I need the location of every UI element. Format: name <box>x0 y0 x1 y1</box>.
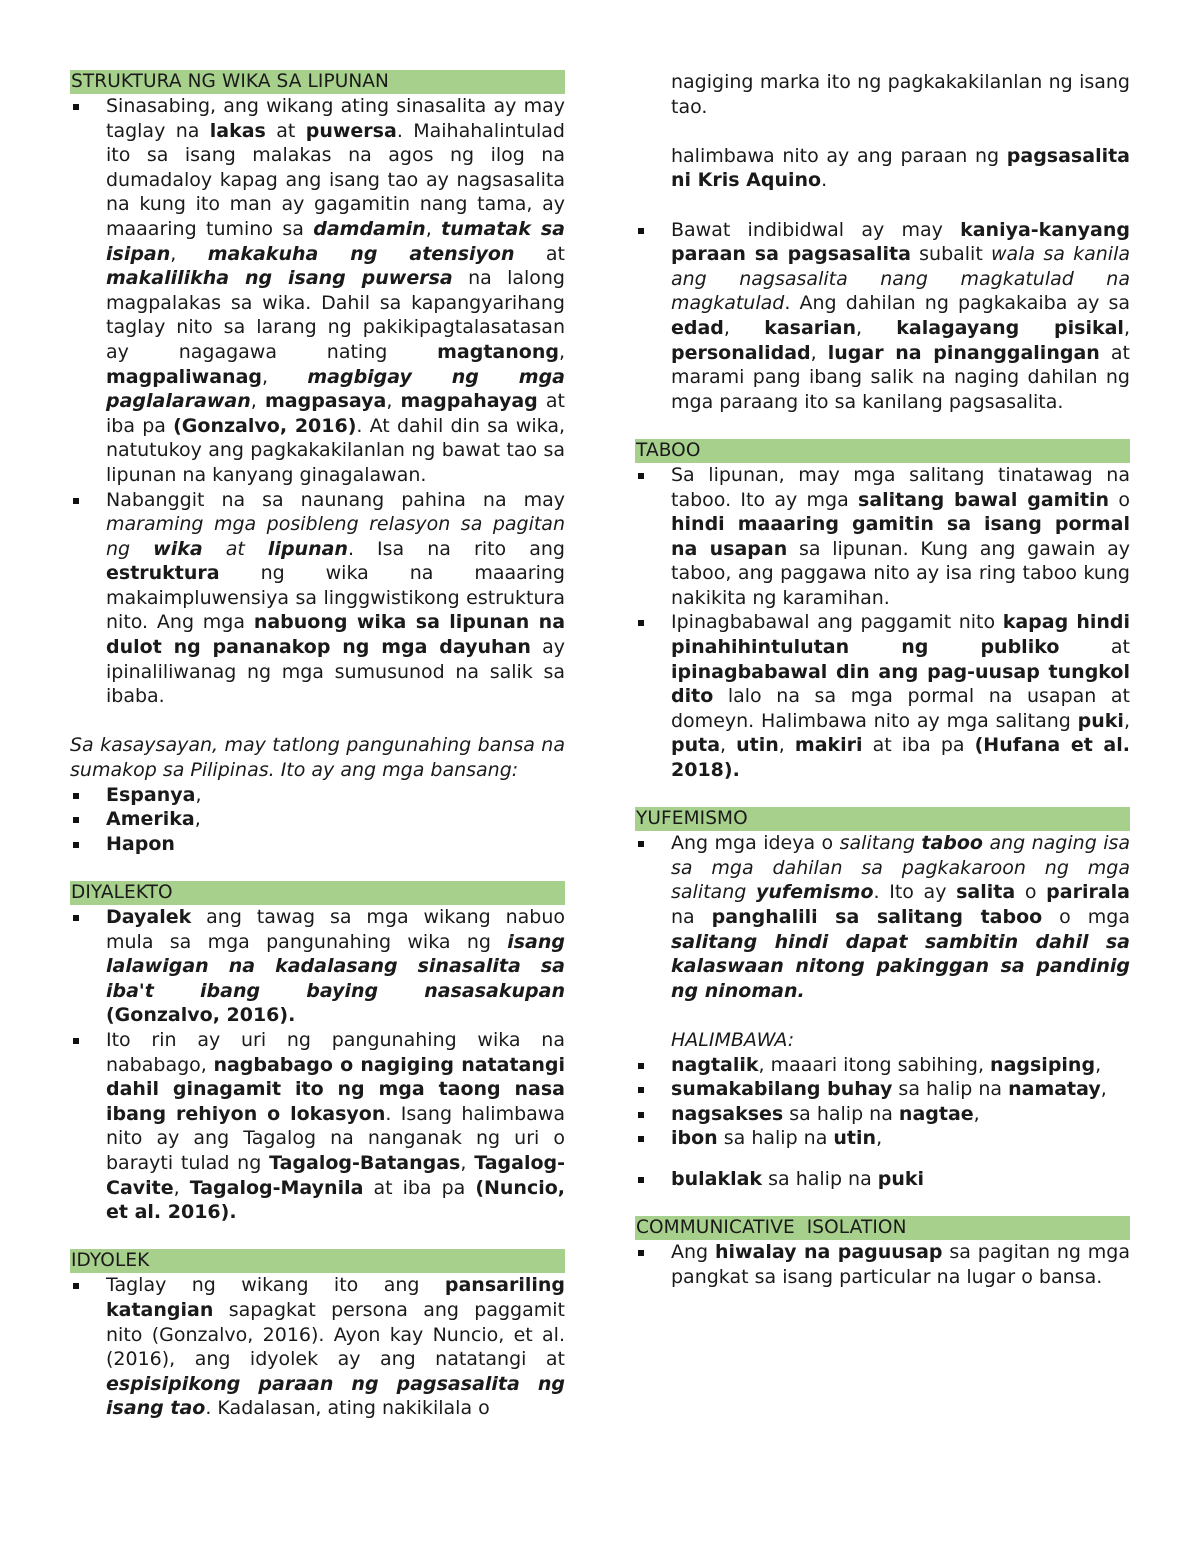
list-item: Ito rin ay uri ng pangunahing wika na nababago, nagbabago o nagiging natatangi dahil ginagamit ito ng mga taong nasa ibang rehiyon o lokasyon. Isang halimbawa nito ay ang Tagalog na nanganak ng uri o barayti tulad ng Tagalog-Batangas, Tagalog-Cavite, Tagalog-Maynila at iba pa (Nuncio, et al. 2016). <box>70 1028 565 1225</box>
list-item-example: nagsakses sa halip na nagtae, <box>635 1102 1130 1127</box>
list-item-country: Hapon <box>70 832 565 857</box>
list-item: Ang mga ideya o salitang taboo ang naging isa sa mga dahilan sa pagkakaroon ng mga salitang yufemismo. Ito ay salita o parirala na panghalili sa salitang taboo o mga salitang hindi dapat sambitin dahil sa kalaswaan nitong pakinggan sa pandinig ng ninoman. <box>635 831 1130 1003</box>
indibidwal-list <box>635 218 1130 415</box>
list-item: Ipinagbabawal ang paggamit nito kapag hindi pinahihintulutan ng publiko at ipinagbabawal din ang pag-uusap tungkol dito lalo na sa mga pormal na usapan at domeyn. Halimbawa nito ay mga salitang puki, puta, utin, makiri at iba pa (Hufana et al. 2018). <box>635 610 1130 782</box>
list-item-example: nagtalik, maaari itong sabihing, nagsiping, <box>635 1053 1130 1078</box>
list-item: Ang hiwalay na paguusap sa pagitan ng mga pangkat sa isang particular na lugar o bansa. <box>635 1240 1130 1289</box>
section-heading-diyalekto: DIYALEKTO <box>70 881 565 905</box>
yufemismo-list <box>635 831 1130 1003</box>
list-item: Bawat indibidwal ay may kaniya-kanyang paraan sa pagsasalita subalit wala sa kanila ang nagsasalita nang magkatulad na magkatulad. Ang dahilan ng pagkakaiba ay sa edad, kasarian, kalagayang pisikal, personalidad, lugar na pinanggalingan at marami pang ibang salik na naging dahilan ng mga paraang ito sa kanilang pagsasalita. <box>635 218 1130 415</box>
examples-list <box>635 1053 1130 1192</box>
list-item: Nabanggit na sa naunang pahina na may maraming mga posibleng relasyon sa pagitan ng wika at lipunan. Isa na rito ang estruktura ng wika na maaaring makaimpluwensiya sa linggwistikong estruktura nito. Ang mga nabuong wika sa lipunan na dulot ng pananakop ng mga dayuhan ay ipinaliliwanag ng mga sumusunod na salik sa ibaba. <box>70 488 565 709</box>
country-list <box>70 783 565 857</box>
list-item-example: sumakabilang buhay sa halip na namatay, <box>635 1077 1130 1102</box>
list-item: Sa lipunan, may mga salitang tinatawag na taboo. Ito ay mga salitang bawal gamitin o hindi maaaring gamitin sa isang pormal na usapan sa lipunan. Kung ang gawain ay taboo, ang paggawa nito ay isa ring taboo kung nakikita ng karamihan. <box>635 463 1130 611</box>
list-item-example: bulaklak sa halip na puki <box>635 1167 1130 1192</box>
halimbawa-label: HALIMBAWA: <box>671 1028 795 1051</box>
section-heading-idyolek: IDYOLEK <box>70 1249 565 1273</box>
continued-text: nagiging marka ito ng pagkakakilanlan ng isang tao. <box>671 71 1130 118</box>
diyalekto-list <box>70 905 565 1225</box>
idyolek-list <box>70 1273 565 1421</box>
list-item: Dayalek ang tawag sa mga wikang nabuo mula sa mga pangunahing wika ng isang lalawigan na kadalasang sinasalita sa iba't ibang baying nasasakupan (Gonzalvo, 2016). <box>70 905 565 1028</box>
list-item-country: Amerika, <box>70 807 565 832</box>
struktura-list <box>70 94 565 709</box>
left-column <box>70 70 565 1421</box>
communicative-isolation-list <box>635 1240 1130 1289</box>
section-heading-yufemismo: YUFEMISMO <box>635 807 1130 831</box>
taboo-list <box>635 463 1130 783</box>
list-item-country: Espanya, <box>70 783 565 808</box>
kasaysayan-intro: Sa kasaysayan, may tatlong pangunahing bansa na sumakop sa Pilipinas. Ito ay ang mga bansang: <box>70 734 565 782</box>
continued-example: halimbawa nito ay ang paraan ng pagsasalita ni Kris Aquino. <box>671 144 1130 192</box>
section-heading-taboo: TABOO <box>635 439 1130 463</box>
list-item: Sinasabing, ang wikang ating sinasalita ay may taglay na lakas at puwersa. Maihahalintulad ito sa isang malakas na agos ng ilog na dumadaloy kapag ang isang tao ay nagsasalita na kung ito man ay gagamitin nang tama, ay maaaring tumino sa damdamin, tumatak sa isipan, makakuha ng atensiyon at makalilikha ng isang puwersa na lalong magpalakas sa wika. Dahil sa kapangyarihang taglay nito sa larang ng pakikipagtalasatasan ay nagagawa nating magtanong, magpaliwanag, magbigay ng mga paglalarawan, magpasaya, magpahayag at iba pa (Gonzalvo, 2016). At dahil din sa wika, natutukoy ang pagkakakilanlan ng bawat tao sa lipunan na kanyang ginagalawan. <box>70 94 565 488</box>
section-heading-struktura: STRUKTURA NG WIKA SA LIPUNAN <box>70 70 565 94</box>
list-item: Taglay ng wikang ito ang pansariling katangian sapagkat persona ang paggamit nito (Gonzalvo, 2016). Ayon kay Nuncio, et al. (2016), ang idyolek ay ang natatangi at espisipikong paraan ng pagsasalita ng isang tao. Kadalasan, ating nakikilala o <box>70 1273 565 1421</box>
list-item-example: ibon sa halip na utin, <box>635 1126 1130 1151</box>
section-heading-communicative-isolation: COMMUNICATIVE ISOLATION <box>635 1216 1130 1240</box>
right-column <box>635 70 1130 1289</box>
